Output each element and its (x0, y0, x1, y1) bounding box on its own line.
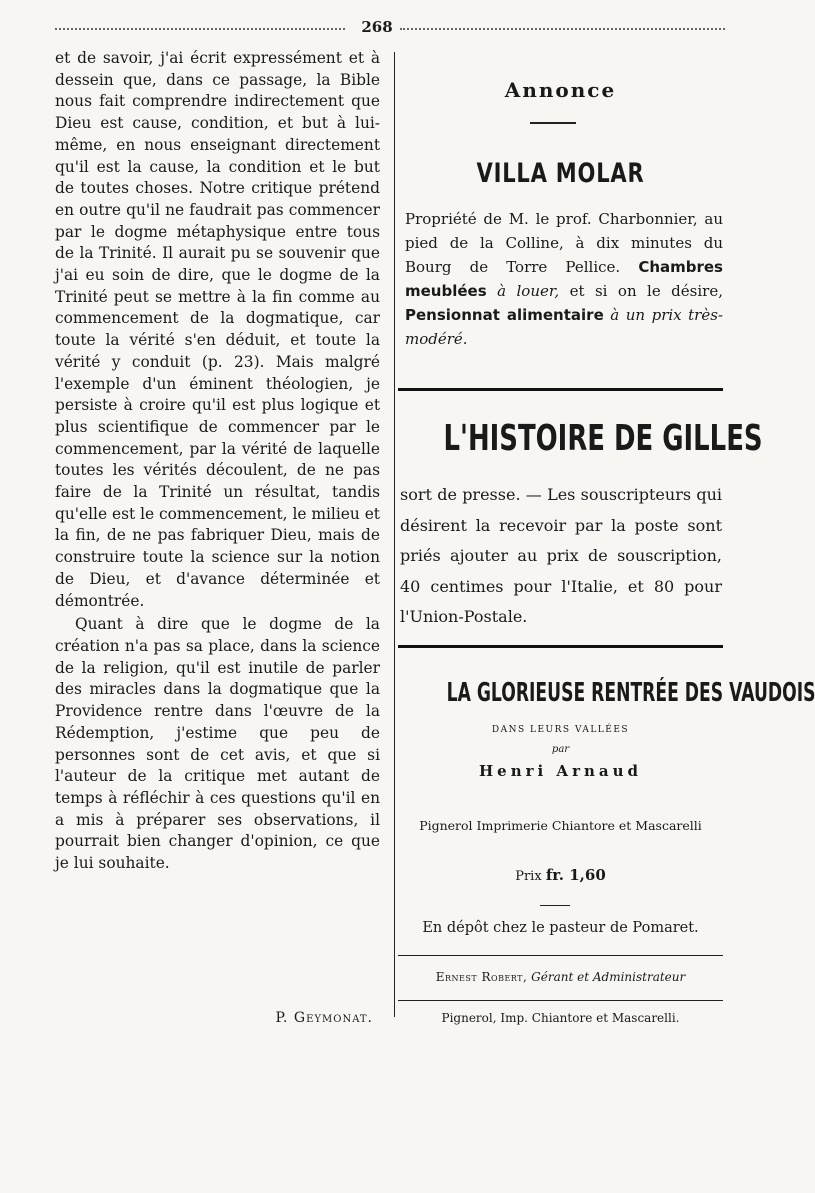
vaudois-title: LA GLORIEUSE RENTRÉE DES VAUDOIS (446, 678, 815, 708)
vaudois-depot: En dépôt chez le pasteur de Pomaret. (422, 920, 699, 936)
left-column (55, 48, 380, 875)
page-header (55, 18, 725, 44)
article-paragraph-1: et de savoir, j'ai écrit expressément et à dessein que, dans ce passage, la Bible nous fait comprendre indirectement que Dieu est cause, condition, et but à lui-même, en nous enseignant directement qu'il est la cause, la condition et le but de toutes choses. Notre critique prétend en outre qu'il ne faudrait pas commencer par le dogme métaphysique entre tous de la Trinité. Il aurait pu se souvenir que j'ai eu soin de dire, que le dogme de la Trinité peut se mettre à la fin comme au commencement de la dogmatique, car toute la vérité s'en déduit, et toute la vérité y conduit (p. 23). Mais malgré l'exemple d'un éminent théologien, je persiste à croire qu'il est plus logique et plus scientifique de commencer par le commencement, par la vérité de laquelle toutes les vérités découlent, de ne pas faire de la Trinité un résultat, tandis qu'elle est le commencement, le milieu et la fin, de ne pas fabriquer Dieu, mais de construire toute la science sur la notion de Dieu, et d'avance déterminée et démontrée. (55, 49, 380, 610)
section-rule (398, 645, 723, 648)
gerant-line (398, 970, 723, 984)
gerant-name: Ernest Robert, (435, 970, 528, 984)
header-rule-right (400, 28, 725, 36)
section-rule (398, 388, 723, 391)
villa-connector: et si on le désire, (569, 282, 723, 300)
short-divider (540, 905, 570, 906)
article-paragraph-2: Quant à dire que le dogme de la création n'a pas sa place, dans la science de la religion, qu'il est inutile de parler des miracles dans la dogmatique que la Providence rentre dans l'œuvre de la Rédemption, j'estime que peu de personnes sont de cet avis, et que si l'auteur de la critique met autant de temps à réfléchir à ces questions qu'il en a mis à préparer ses observations, il pourrait bien changer d'opinion, ce que je lui souhaite. (55, 615, 380, 873)
villa-line: Propriété de M. le prof. Charbonnier, au pied de la Colline, à dix minutes du Bourg de Torre Pellice. (405, 210, 723, 276)
gerant-role: Gérant et Administrateur (531, 970, 686, 984)
header-rule-left (55, 28, 345, 36)
section-rule (398, 955, 723, 956)
article-signature: P. Geymonat. (275, 1010, 373, 1026)
vaudois-subtitle: DANS LEURS VALLÉES (491, 725, 630, 735)
price-value: fr. 1,60 (545, 866, 606, 884)
vaudois-author: Henri Arnaud (478, 762, 642, 780)
villa-title: VILLA MOLAR (476, 158, 645, 189)
price-label: Prix (515, 869, 542, 884)
villa-description (405, 207, 723, 351)
villa-rooms: Chambres meublées (405, 258, 723, 300)
vaudois-printer: Pignerol Imprimerie Chiantore et Mascarelli (419, 818, 702, 833)
section-rule (398, 1000, 723, 1001)
announcement-heading: Annonce (504, 78, 617, 102)
gilles-title: L'HISTOIRE DE GILLES (443, 418, 763, 459)
printer-imprint: Pignerol, Imp. Chiantore et Mascarelli. (441, 1011, 680, 1025)
villa-board: Pensionnat alimentaire (405, 306, 604, 324)
page-number: 268 (361, 18, 393, 36)
villa-rent: à louer, (497, 282, 560, 300)
column-divider (394, 52, 395, 1017)
gilles-text: sort de presse. — Les souscripteurs qui désirent la recevoir par la poste sont priés ajouter au prix de souscription, 40 centimes pour l'Italie, et 80 pour l'Union-Postale. (400, 485, 722, 626)
vaudois-by: par (551, 744, 570, 755)
vaudois-price (398, 866, 723, 884)
short-divider (530, 122, 576, 124)
villa-price: à un prix très-modéré. (405, 306, 723, 348)
